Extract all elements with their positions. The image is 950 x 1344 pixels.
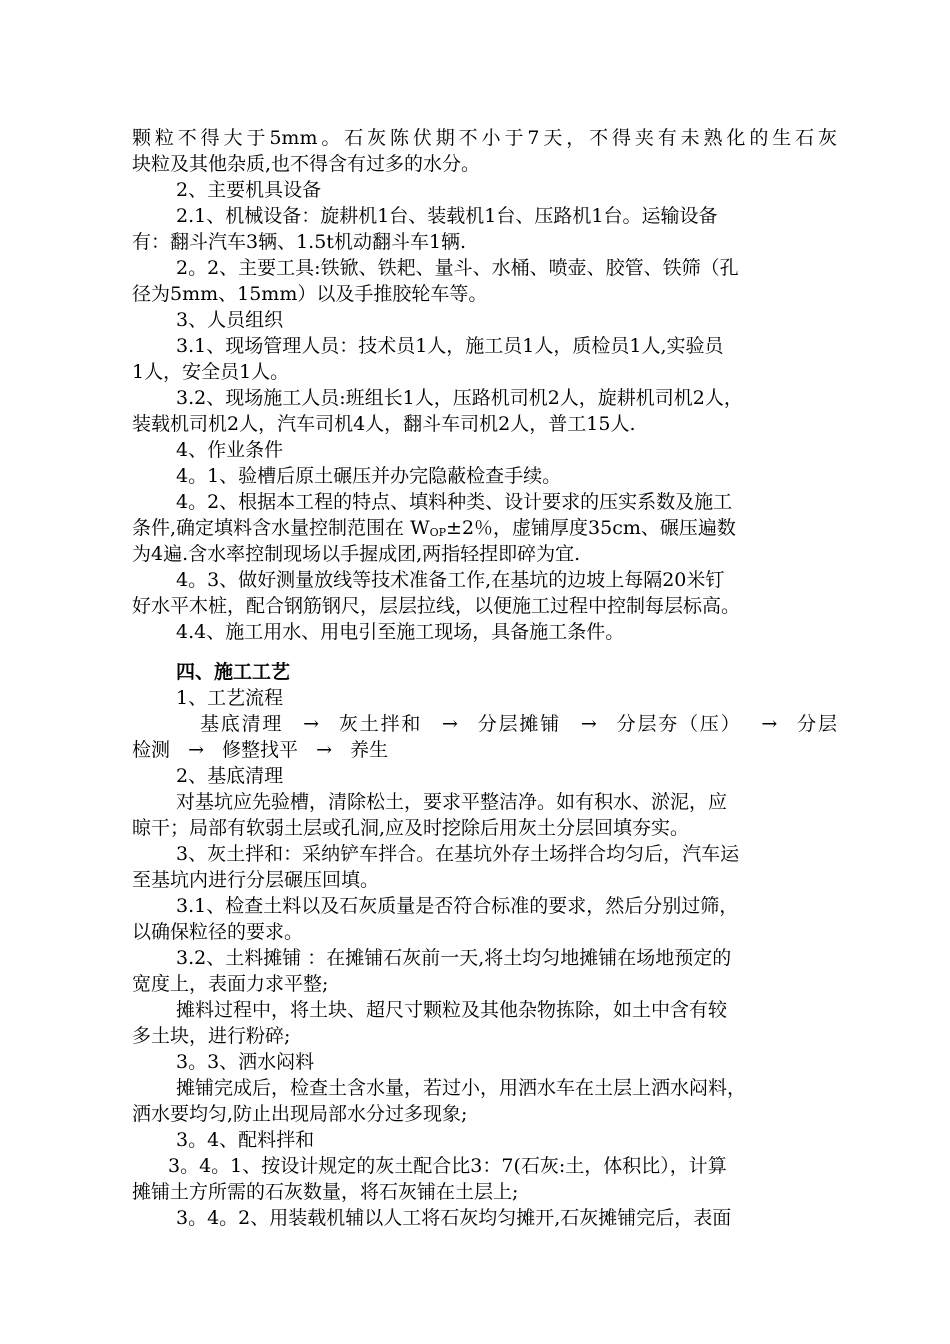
arrow-icon: → — [188, 739, 204, 761]
text-line: 好水平木桩，配合钢筋钢尺，层层拉线，以便施工过程中控制每层标高。 — [132, 595, 741, 617]
text-line: 以确保粒径的要求。 — [132, 921, 304, 943]
text-line: 为4遍.含水率控制现场以手握成团,两指轻捏即碎为宜. — [132, 543, 581, 565]
flow-step: 分层摊铺 — [477, 713, 562, 735]
text-line: 晾干；局部有软弱土层或孔洞,应及时挖除后用灰土分层回填夯实。 — [132, 817, 690, 839]
text-line: 1人，安全员1人。 — [132, 361, 290, 383]
subscript: OP — [429, 526, 447, 539]
text-line: 3.2、现场施工人员:班组长1人，压路机司机2人，旋耕机司机2人， — [176, 387, 743, 409]
section-heading: 1、工艺流程 — [176, 687, 284, 709]
section-heading: 4、作业条件 — [176, 439, 284, 461]
arrow-icon: → — [303, 713, 320, 735]
text-line: 4。2、根据本工程的特点、填料种类、设计要求的压实系数及施工 — [176, 491, 733, 513]
text-line: 3.1、现场管理人员：技术员1人，施工员1人，质检员1人,实验员 — [176, 335, 724, 357]
text-line: 4。1、验槽后原土碾压并办完隐蔽检查手续。 — [176, 465, 562, 487]
text-line: 2.1、机械设备：旋耕机1台、装载机1台、压路机1台。运输设备 — [176, 205, 718, 227]
flow-step: 分层夯（压） — [616, 713, 742, 735]
flow-step: 修整找平 — [222, 739, 299, 761]
text-line: 多土块，进行粉碎; — [132, 1025, 291, 1047]
chapter-heading: 四、施工工艺 — [176, 661, 291, 683]
arrow-icon: → — [442, 713, 458, 735]
flow-step: 检测 — [132, 739, 171, 761]
flow-step: 养生 — [350, 739, 389, 761]
text-line: 摊铺完成后，检查土含水量，若过小，用洒水车在土层上洒水闷料， — [176, 1077, 747, 1099]
text-line: 4.4、施工用水、用电引至施工现场，具备施工条件。 — [176, 621, 625, 643]
section-heading: 3、人员组织 — [176, 309, 284, 331]
flow-step: 分层 — [797, 713, 837, 735]
flow-step: 灰土拌和 — [338, 713, 423, 735]
section-heading: 3。3、洒水闷料 — [176, 1051, 315, 1073]
section-heading: 2、主要机具设备 — [176, 179, 322, 201]
text-line: 块粒及其他杂质,也不得含有过多的水分。 — [132, 153, 481, 175]
section-heading: 2、基底清理 — [176, 765, 284, 787]
text-line: 至基坑内进行分层碾压回填。 — [132, 869, 380, 891]
text-segment: ±2％，虚铺厚度35cm、碾压遍数 — [446, 517, 736, 539]
text-line: 颗粒不得大于5mm。石灰陈伏期不小于7天，不得夹有未熟化的生石灰 — [132, 127, 837, 149]
text-line: 有：翻斗汽车3辆、1.5t机动翻斗车1辆. — [132, 231, 467, 253]
text-line: 摊铺土方所需的石灰数量，将石灰铺在土层上; — [132, 1181, 519, 1203]
text-line: 3、灰土拌和：采纳铲车拌合。在基坑外存土场拌合均匀后，汽车运 — [176, 843, 740, 865]
arrow-icon: → — [580, 713, 597, 735]
text-line: 洒水要均匀,防止出现局部水分过多现象; — [132, 1103, 468, 1125]
text-line: 3.1、检查土料以及石灰质量是否符合标准的要求，然后分别过筛， — [176, 895, 739, 917]
text-line: 径为5mm、15mm）以及手推胶轮车等。 — [132, 283, 488, 305]
text-line: 装载机司机2人，汽车司机4人，翻斗车司机2人，普工15人. — [132, 413, 636, 435]
text-line: 3。4。1、按设计规定的灰土配合比3：7(石灰:土，体积比），计算 — [168, 1155, 727, 1177]
arrow-icon: → — [316, 739, 333, 761]
text-segment: 条件,确定填料含水量控制范围在 W — [132, 517, 430, 539]
text-line: 2。2、主要工具:铁锨、铁耙、量斗、水桶、喷壶、胶管、铁筛（孔 — [176, 257, 739, 279]
text-line: 摊料过程中，将土块、超尺寸颗粒及其他杂物拣除，如土中含有较 — [176, 999, 728, 1021]
arrow-icon: → — [761, 713, 778, 735]
process-flow-line — [200, 711, 837, 737]
process-flow-line — [132, 737, 837, 763]
text-line: 宽度上，表面力求平整; — [132, 973, 329, 995]
section-heading: 3。4、配料拌和 — [176, 1129, 315, 1151]
text-line: 3.2、土料摊铺 ：在摊铺石灰前一天,将土均匀地摊铺在场地预定的 — [176, 947, 732, 969]
text-line: 4。3、做好测量放线等技术准备工作,在基坑的边坡上每隔20米钉 — [176, 569, 725, 591]
text-line: 对基坑应先验槽，清除松土，要求平整洁净。如有积水、淤泥，应 — [176, 791, 728, 813]
flow-step: 基底清理 — [200, 713, 284, 735]
text-line: 3。4。2、用装载机辅以人工将石灰均匀摊开,石灰摊铺完后，表面 — [176, 1207, 732, 1229]
